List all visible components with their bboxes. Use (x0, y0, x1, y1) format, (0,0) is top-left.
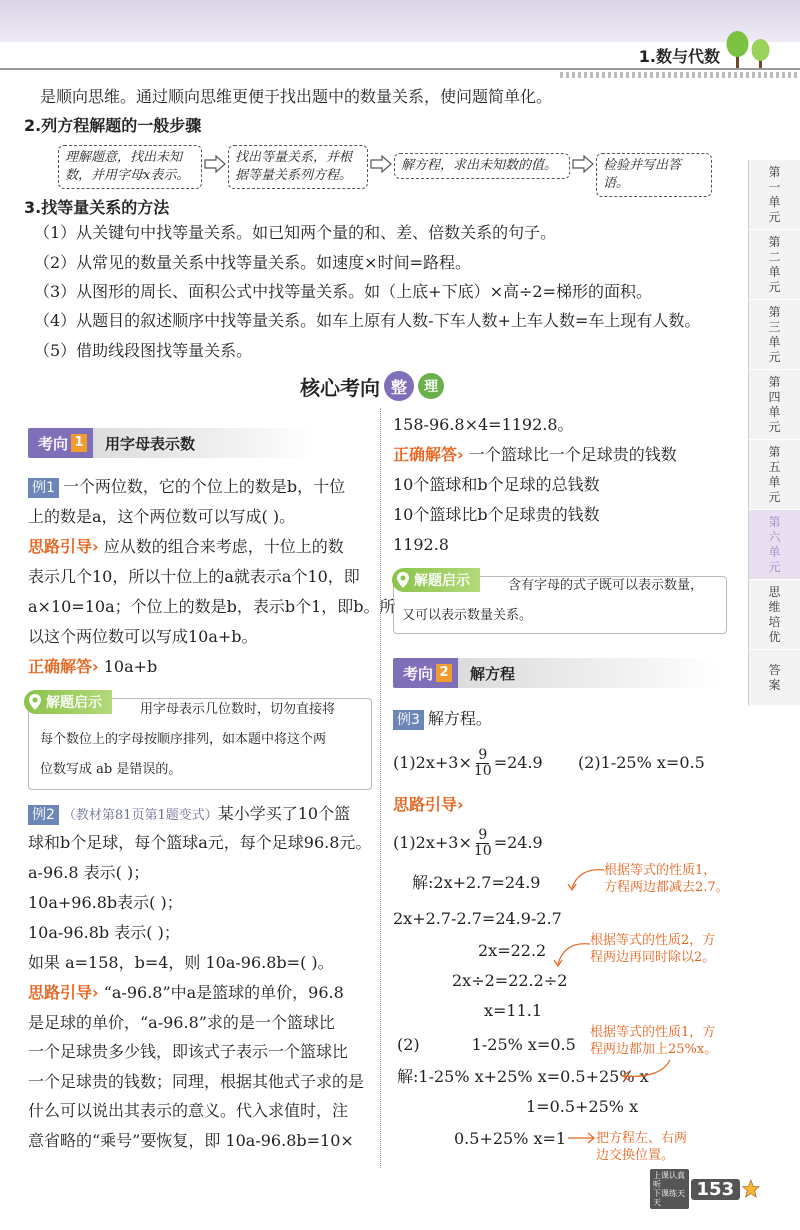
equation-1-right: =24.9 (493, 753, 543, 772)
guide-2-line-3: 一个足球贵多少钱，即该式子表示一个篮球比 (28, 1042, 349, 1061)
solve-step-8: 解:1-25% x+25% x=0.5+25% x (397, 1067, 649, 1086)
side-tab-unit6[interactable]: 第六单元 (748, 510, 800, 580)
example-1-text: 一个两位数，它的个位上的数是b，十位 (62, 477, 346, 496)
method-4: （4）从题目的叙述顺序中找等量关系。如车上原有人数-下车人数+上车人数=车上现有人数。 (34, 311, 701, 330)
side-tab-unit5[interactable]: 第五单元 (748, 440, 800, 510)
page-number: 153 (691, 1179, 741, 1200)
guide-1-line-1 (28, 536, 344, 558)
guide-1-line-4: 以这个两位数可以写成10a+b。 (28, 627, 258, 646)
continued-calc: 158-96.8×4=1192.8。 (393, 415, 574, 434)
hint-1-line-2: 每个数位上的字母按顺序排列，如本题中将这个两 (40, 732, 327, 747)
example-2-line-2: 球和b个足球，每个篮球a元，每个足球96.8元。 (28, 833, 372, 852)
answer-1-label: 正确解答 (28, 657, 93, 676)
guide-2-line-5: 什么可以说出其表示的意义。代入求值时，注 (28, 1101, 349, 1120)
note-2 (590, 932, 715, 966)
hint-1-line-3: 位数写成 ab 是错误的。 (40, 762, 182, 777)
solve-step-9: 1=0.5+25% x (526, 1097, 639, 1116)
solve-step-6: x=11.1 (484, 1001, 543, 1020)
note-4-line-1: 把方程左、右两 (596, 1131, 688, 1146)
section-2-tag-text: 考向 (403, 664, 434, 683)
intro-line: 是顺向思维。通过顺向思维更便于找出题中的数量关系，使问题简单化。 (40, 87, 553, 106)
arrow-icon (204, 155, 226, 173)
heading-methods: 3.找等量关系的方法 (24, 198, 170, 217)
guide-2-line-6: 意省略的“乘号”要恢复，即 10a-96.8b=10× (28, 1131, 354, 1150)
answer-2-label: 正确解答 (393, 445, 458, 464)
pin-icon (28, 693, 42, 711)
guide-1-text: 应从数的组合来考虑，十位上的数 (103, 537, 344, 556)
note-4-line-2: 边交换位置。 (596, 1148, 675, 1163)
hint-2-tag (392, 568, 480, 592)
guide-3-label-line (393, 794, 464, 816)
note-1-line-2: 方程两边都减去2.7。 (604, 880, 729, 895)
header-band (0, 0, 800, 42)
example-2-q4: 如果 a=158，b=4，则 10a-96.8b=( )。 (28, 953, 334, 972)
step-box-1: 理解题意，找出未知数，并用字母x表示。 (58, 145, 202, 189)
section-1-tag (28, 428, 93, 458)
note-3-line-1: 根据等式的性质1，方 (590, 1025, 716, 1040)
step-box-2: 找出等量关系，并根据等量关系列方程。 (228, 145, 368, 189)
example-1-tag: 例1 (28, 478, 59, 498)
solve-step-7-text: 1-25% x=0.5 (471, 1035, 576, 1054)
answer-arrow-icon: › (457, 445, 464, 464)
note-4 (596, 1130, 687, 1164)
hint-2-line-2: 又可以表示数量关系。 (402, 608, 533, 623)
solve-step-7 (397, 1034, 576, 1056)
note-1-line-1: 根据等式的性质1， (604, 863, 717, 878)
answer-2-line-2: 10个篮球和b个足球的总钱数 (393, 475, 600, 494)
fraction-numerator: 9 (478, 827, 488, 843)
solve-step-1-left: (1)2x+3× (393, 833, 472, 852)
side-tab-unit3[interactable]: 第三单元 (748, 300, 800, 370)
example-1-line-2: 上的数是a，这个两位数可以写成( )。 (28, 507, 296, 526)
equation-1-left: (1)2x+3× (393, 753, 472, 772)
guide-2-line-4: 一个足球贵的钱数；同理，根据其他式子求的是 (28, 1072, 365, 1091)
note-1-arrow-icon (566, 866, 606, 892)
hint-1-label: 解题启示 (46, 695, 102, 711)
example-2-q2: 10a+96.8b表示( )； (28, 893, 183, 912)
example-2-q3: 10a-96.8b 表示( )； (28, 923, 180, 942)
equation-1 (393, 746, 543, 780)
side-tab-unit1[interactable]: 第一单元 (748, 160, 800, 230)
side-tab-unit4[interactable]: 第四单元 (748, 370, 800, 440)
example-2-text: 某小学买了10个篮 (217, 804, 351, 823)
header-dots (560, 72, 800, 78)
note-3-line-2: 程两边都加上25%x。 (590, 1042, 718, 1057)
example-2-source: （教材第81页第1题变式） (62, 808, 218, 823)
side-tab-answers[interactable]: 答案 (748, 650, 800, 706)
guide-2-line-1 (28, 982, 344, 1004)
solve-step-7-label: (2) (397, 1035, 420, 1054)
fraction-numerator: 9 (478, 747, 488, 763)
solve-step-10: 0.5+25% x=1 (454, 1129, 567, 1148)
solve-step-1 (393, 826, 543, 860)
note-2-line-1: 根据等式的性质2，方 (590, 933, 716, 948)
side-tab-thinking[interactable]: 思维培优 (748, 580, 800, 650)
fraction (474, 828, 492, 859)
section-2-tag (393, 658, 458, 688)
section-1-label: 用字母表示数 (93, 428, 313, 458)
method-3: （3）从图形的周长、面积公式中找等量关系。如（上底+下底）×高÷2=梯形的面积。 (34, 282, 652, 301)
section-1-tag-text: 考向 (38, 434, 69, 453)
example-1-line-1 (28, 476, 345, 498)
solve-step-1-right: =24.9 (493, 833, 543, 852)
footer-slogan-line-2: 下课练天天 (653, 1189, 685, 1207)
note-2-arrow-icon (552, 940, 592, 968)
column-divider (380, 408, 381, 1168)
method-5: （5）借助线段图找等量关系。 (34, 341, 253, 360)
answer-arrow-icon: › (92, 657, 99, 676)
example-3-tag: 例3 (393, 710, 424, 730)
core-title (300, 368, 444, 404)
solve-step-4: 2x=22.2 (478, 941, 547, 960)
example-2-q1: a-96.8 表示( )； (28, 863, 150, 882)
core-title-text: 核心考向 (300, 375, 380, 400)
guide-arrow-icon: › (92, 983, 99, 1002)
step-box-3: 解方程，求出未知数的值。 (394, 153, 570, 179)
footer-slogan-line-1: 上课认真听 (653, 1171, 685, 1189)
example-2-tag: 例2 (28, 805, 59, 825)
hint-1-tag (24, 690, 112, 714)
answer-2-text-1: 一个篮球比一个足球贵的钱数 (468, 445, 677, 464)
method-1: （1）从关键句中找等量关系。如已知两个量的和、差、倍数关系的句子。 (34, 223, 557, 242)
solve-step-2: 解:2x+2.7=24.9 (412, 873, 541, 892)
fraction-denominator: 10 (473, 843, 492, 859)
star-icon (742, 1177, 760, 1201)
guide-1-line-2: 表示几个10，所以十位上的a就表示a个10，即 (28, 567, 360, 586)
core-title-badge-2: 理 (418, 373, 444, 399)
arrow-icon (370, 155, 392, 173)
section-2-number: 2 (436, 664, 452, 682)
guide-2-text: “a-96.8”中a是篮球的单价，96.8 (103, 983, 344, 1002)
guide-2-label: 思路引导 (28, 983, 93, 1002)
side-tabs (748, 160, 800, 706)
section-2-bar (393, 658, 718, 688)
answer-2-line-3: 10个篮球比b个足球贵的钱数 (393, 505, 600, 524)
pin-icon (396, 571, 410, 589)
method-2: （2）从常见的数量关系中找等量关系。如速度×时间=路程。 (34, 253, 471, 272)
note-3 (590, 1024, 717, 1058)
hint-2-label: 解题启示 (414, 573, 470, 589)
step-box-4: 检验并写出答语。 (596, 153, 712, 197)
guide-2-line-2: 是足球的单价，“a-96.8”求的是一个篮球比 (28, 1013, 335, 1032)
solve-step-3: 2x+2.7-2.7=24.9-2.7 (393, 909, 562, 928)
hint-1-line-1: 用字母表示几位数时，切勿直接将 (140, 702, 336, 717)
page-footer (650, 1171, 760, 1207)
chapter-title: 1.数与代数 (638, 47, 720, 66)
guide-3-label: 思路引导 (393, 795, 458, 814)
note-1 (604, 862, 729, 896)
answer-1 (28, 656, 157, 678)
fraction-denominator: 10 (473, 763, 492, 779)
note-4-arrow-icon (566, 1132, 596, 1144)
section-2-label: 解方程 (458, 658, 718, 688)
example-3-line (393, 708, 492, 730)
header-rule (0, 68, 800, 70)
guide-1-label: 思路引导 (28, 537, 93, 556)
fraction (474, 748, 492, 779)
heading-steps: 2.列方程解题的一般步骤 (24, 116, 202, 135)
example-3-text: 解方程。 (427, 709, 492, 728)
tree-icon (724, 30, 772, 70)
answer-1-text: 10a+b (103, 657, 158, 676)
answer-2-line-1 (393, 444, 677, 466)
note-2-line-2: 程两边再同时除以2。 (590, 950, 716, 965)
example-2-line-1 (28, 803, 350, 827)
footer-slogan (650, 1169, 689, 1209)
guide-arrow-icon: › (92, 537, 99, 556)
equation-2: (2)1-25% x=0.5 (578, 753, 705, 772)
guide-arrow-icon: › (457, 795, 464, 814)
section-1-number: 1 (71, 434, 87, 452)
section-1-bar (28, 428, 313, 458)
guide-1-line-3: a×10=10a；个位上的数是b，表示b个1，即b。所 (28, 597, 396, 616)
arrow-icon (572, 155, 594, 173)
solve-step-5: 2x÷2=22.2÷2 (452, 971, 568, 990)
note-3-arrow-icon (620, 1058, 672, 1082)
core-title-badge-1: 整 (384, 371, 414, 401)
answer-2-line-4: 1192.8 (393, 535, 449, 554)
side-tab-unit2[interactable]: 第二单元 (748, 230, 800, 300)
hint-2-line-1: 含有字母的式子既可以表示数量， (508, 578, 704, 593)
